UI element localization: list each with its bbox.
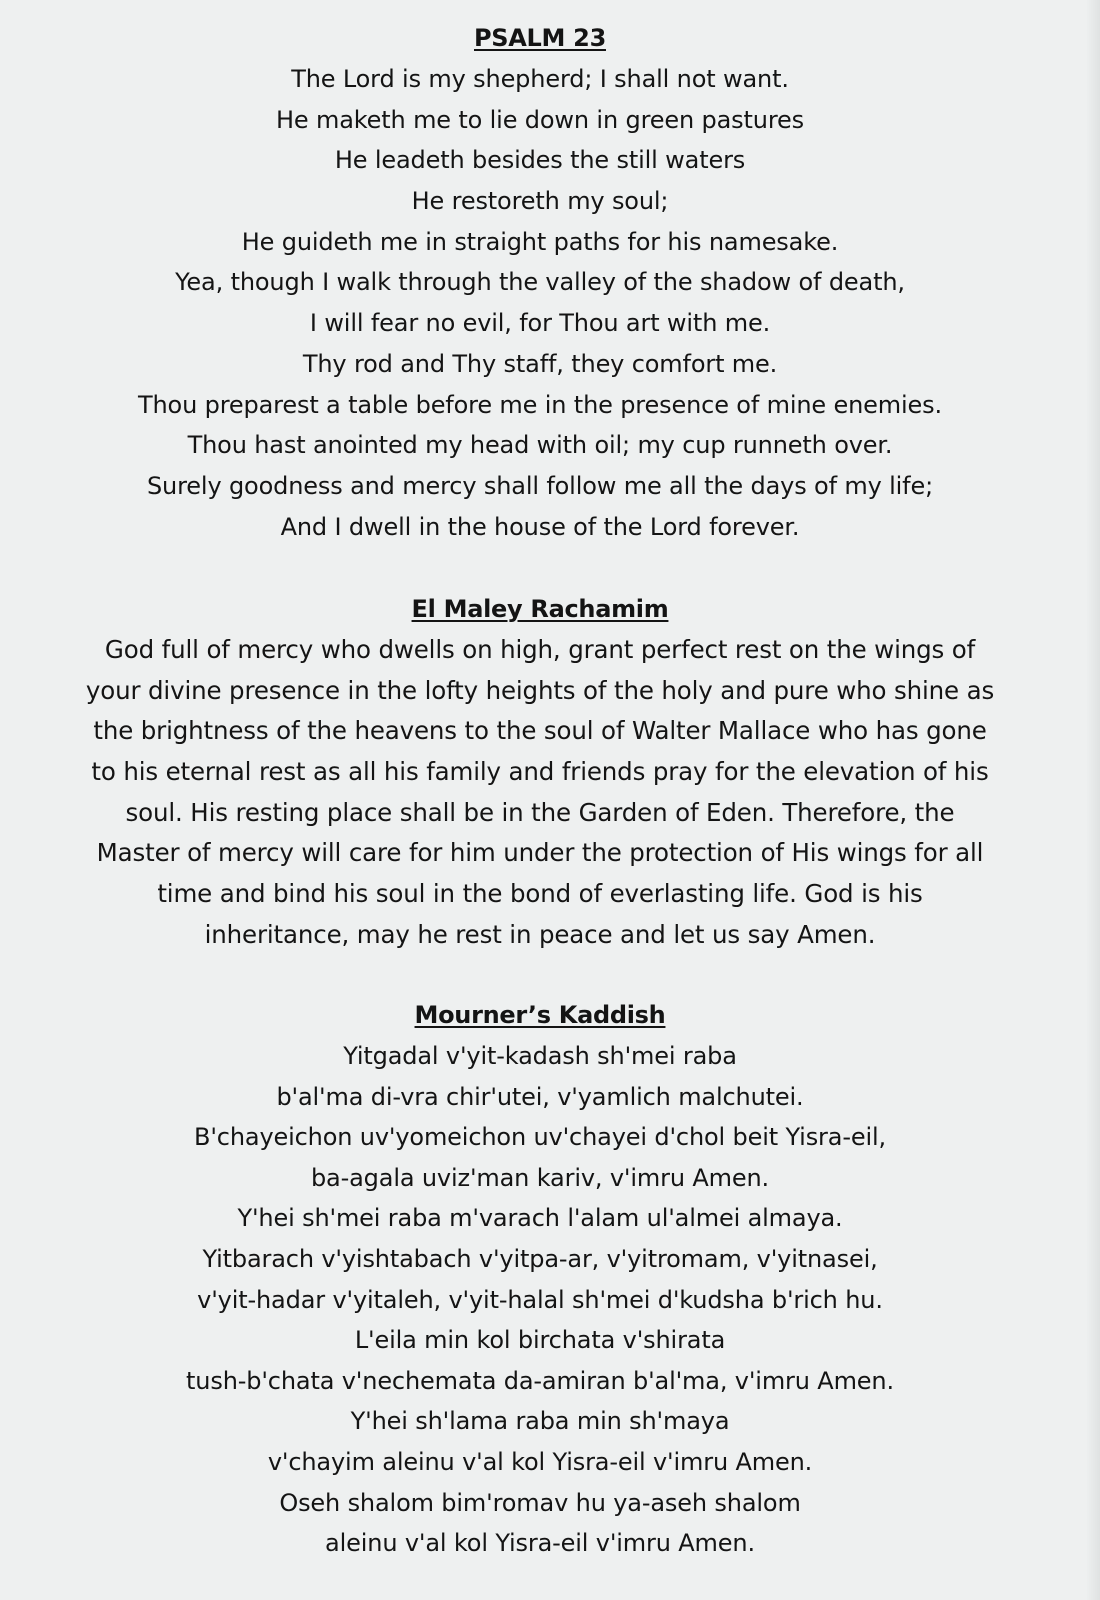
psalm-line: He maketh me to lie down in green pastures [275,105,805,134]
psalm-line: Surely goodness and mercy shall follow me all the days of my life; [146,471,934,500]
el-maley-line: the brightness of the heavens to the soul of Walter Mallace who has gone [93,716,987,746]
el-maley-title: El Maley Rachamim [411,595,669,623]
psalm-line: He guideth me in straight paths for his namesake. [241,227,839,256]
psalm-line: He leadeth besides the still waters [334,146,746,175]
kaddish-line: B'chayeichon uv'yomeichon uv'chayei d'chol beit Yisra-eil, [194,1123,886,1152]
psalm-line: The Lord is my shepherd; I shall not want. [291,65,789,93]
kaddish-line: aleinu v'al kol Yisra-eil v'imru Amen. [325,1529,755,1558]
psalm-line: I will fear no evil, for Thou art with me. [309,309,771,338]
kaddish-line: Y'hei sh'lama raba min sh'maya [350,1407,730,1436]
psalm-line: Thou preparest a table before me in the presence of mine enemies. [137,390,942,419]
psalm-line: And I dwell in the house of the Lord forever. [280,512,800,541]
psalm-title: PSALM 23 [474,24,606,52]
kaddish-line: tush-b'chata v'nechemata da-amiran b'al'ma, v'imru Amen. [186,1366,894,1395]
psalm-line: Thy rod and Thy staff, they comfort me. [302,349,778,378]
kaddish-line: L'eila min kol birchata v'shirata [354,1326,726,1355]
kaddish-line: Oseh shalom bim'romav hu ya-aseh shalom [279,1488,801,1517]
psalm-23-section [0,18,1080,547]
kaddish-line: v'yit-hadar v'yitaleh, v'yit-halal sh'mei d'kudsha b'rich hu. [197,1285,883,1314]
kaddish-line: ba-agala uviz'man kariv, v'imru Amen. [310,1163,770,1192]
el-maley-line: soul. His resting place shall be in the Garden of Eden. Therefore, the [125,797,955,827]
kaddish-line: v'chayim aleinu v'al kol Yisra-eil v'imru Amen. [267,1447,813,1476]
psalm-line: Yea, though I walk through the valley of the shadow of death, [175,268,905,297]
mourners-kaddish-section [0,995,1080,1564]
page-edge [1086,0,1100,1600]
psalm-line: He restoreth my soul; [411,187,669,216]
el-maley-line: to his eternal rest as all his family and friends pray for the elevation of his [91,757,989,787]
kaddish-line: Y'hei sh'mei raba m'varach l'alam ul'almei almaya. [237,1204,843,1233]
el-maley-rachamim-section [0,589,1080,956]
el-maley-line: Master of mercy will care for him under the protection of His wings for all [96,838,984,868]
psalm-line: Thou hast anointed my head with oil; my cup runneth over. [187,431,893,460]
kaddish-line: b'al'ma di-vra chir'utei, v'yamlich malchutei. [276,1082,804,1111]
kaddish-line: Yitgadal v'yit-kadash sh'mei raba [343,1042,737,1070]
el-maley-line: God full of mercy who dwells on high, grant perfect rest on the wings of [104,635,976,664]
el-maley-line: time and bind his soul in the bond of everlasting life. God is his [157,879,923,909]
el-maley-line: your divine presence in the lofty heights of the holy and pure who shine as [85,675,995,705]
kaddish-line: Yitbarach v'yishtabach v'yitpa-ar, v'yitromam, v'yitnasei, [202,1244,878,1273]
el-maley-line: inheritance, may he rest in peace and let us say Amen. [204,919,876,949]
kaddish-title: Mourner’s Kaddish [414,1001,666,1029]
